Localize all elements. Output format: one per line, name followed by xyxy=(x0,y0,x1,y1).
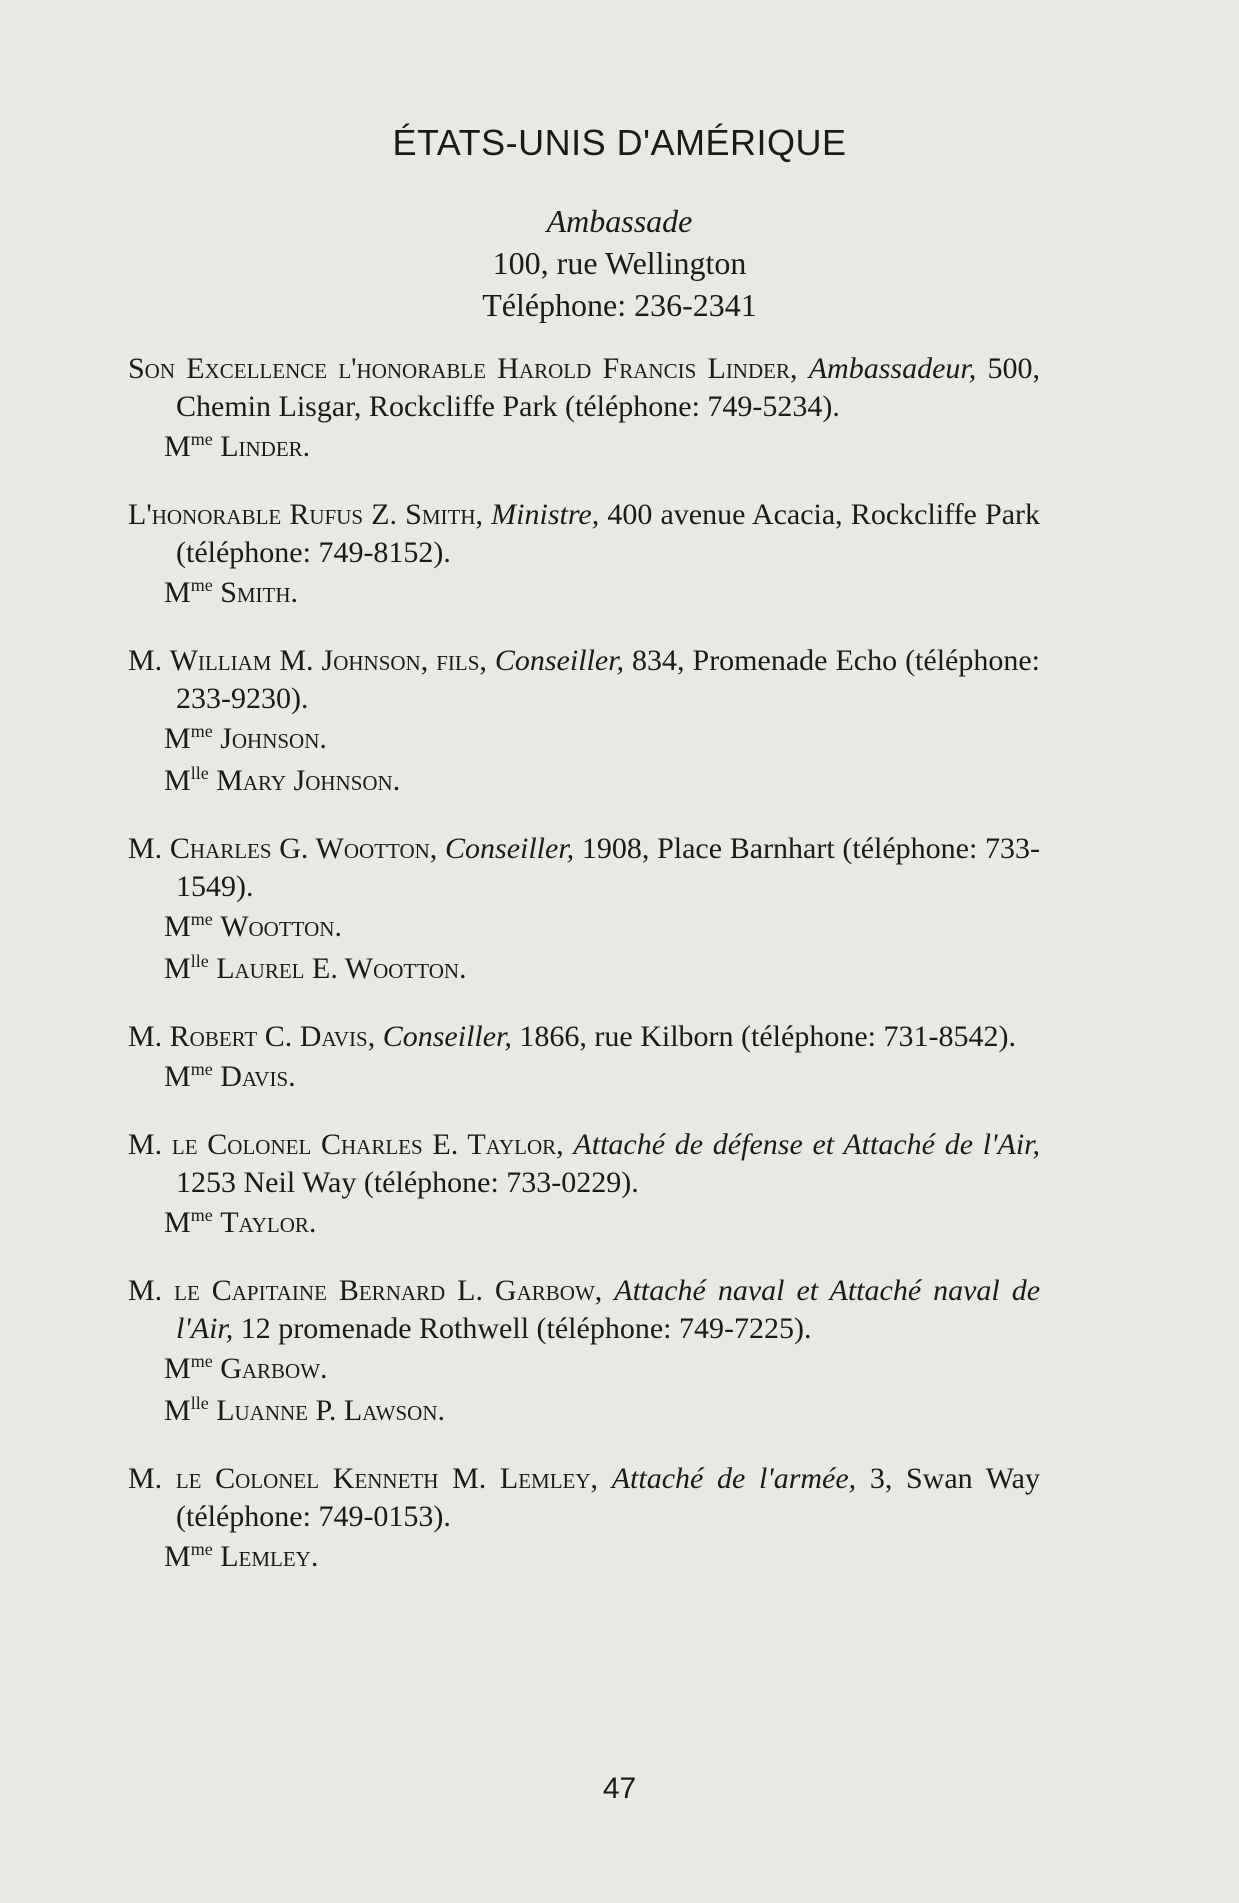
family-title: M xyxy=(164,1206,191,1239)
diplomat-line xyxy=(128,1272,1040,1348)
family-title-superscript: me xyxy=(190,909,213,929)
diplomat-role: Ministre, xyxy=(491,498,600,531)
family-title-superscript: me xyxy=(190,575,213,595)
diplomat-role: Conseiller, xyxy=(445,832,575,865)
diplomat-name: M. le Colonel Kenneth M. Lemley, xyxy=(128,1462,599,1495)
family-member xyxy=(128,1536,1040,1578)
family-member xyxy=(128,906,1040,948)
diplomat-entry xyxy=(128,642,1040,802)
family-name: Taylor. xyxy=(220,1206,317,1239)
diplomat-address: 400 avenue Acacia, Rockcliffe Park (téléphone: 749-8152). xyxy=(176,498,1040,569)
family-title-superscript: me xyxy=(190,1205,213,1225)
diplomat-line xyxy=(128,350,1040,426)
diplomat-line xyxy=(128,830,1040,906)
diplomat-address: 3, Swan Way (téléphone: 749-0153). xyxy=(176,1462,1040,1533)
embassy-header xyxy=(0,200,1239,326)
diplomat-address: 1253 Neil Way (téléphone: 733-0229). xyxy=(176,1166,639,1199)
diplomat-entry xyxy=(128,1126,1040,1244)
diplomat-entry xyxy=(128,496,1040,614)
diplomat-address: 1908, Place Barnhart (téléphone: 733-1549). xyxy=(176,832,1041,903)
family-member xyxy=(128,1390,1040,1432)
family-member xyxy=(128,1202,1040,1244)
family-member xyxy=(128,948,1040,990)
diplomat-address: 1866, rue Kilborn (téléphone: 731-8542). xyxy=(519,1020,1016,1053)
family-title-superscript: me xyxy=(190,1059,213,1079)
page-number: 47 xyxy=(602,1772,637,1805)
family-name: Lemley. xyxy=(220,1540,319,1573)
diplomat-line xyxy=(128,1460,1040,1536)
diplomat-role: Conseiller, xyxy=(494,644,625,677)
family-title-superscript: me xyxy=(190,429,213,449)
diplomat-role: Ambassadeur, xyxy=(808,352,977,385)
diplomat-entry xyxy=(128,830,1040,990)
family-title-superscript: lle xyxy=(190,763,209,783)
diplomat-address: 500, Chemin Lisgar, Rockcliffe Park (téléphone: 749-5234). xyxy=(176,352,1040,423)
diplomat-entry xyxy=(128,350,1040,468)
diplomat-name: M. Robert C. Davis, xyxy=(128,1020,376,1053)
diplomat-name: M. Charles G. Wootton, xyxy=(128,832,438,865)
family-title: M xyxy=(164,722,191,755)
family-name: Linder. xyxy=(220,430,311,463)
embassy-phone: Téléphone: 236-2341 xyxy=(482,287,757,323)
diplomat-address: 12 promenade Rothwell (téléphone: 749-7225). xyxy=(240,1312,812,1345)
diplomat-entry xyxy=(128,1018,1040,1098)
family-member xyxy=(128,426,1040,468)
family-member xyxy=(128,718,1040,760)
family-title: M xyxy=(164,430,191,463)
family-title-superscript: lle xyxy=(190,1393,209,1413)
family-name: Laurel E. Wootton. xyxy=(216,952,467,985)
family-title: M xyxy=(164,952,191,985)
family-title-superscript: me xyxy=(190,721,213,741)
entries-list xyxy=(128,350,1040,1606)
family-member xyxy=(128,572,1040,614)
diplomat-line xyxy=(128,1126,1040,1202)
diplomat-name: Son Excellence l'honorable Harold Francis Linder, xyxy=(128,352,798,385)
family-name: Garbow. xyxy=(220,1352,328,1385)
family-title: M xyxy=(164,1352,191,1385)
diplomat-name: L'honorable Rufus Z. Smith, xyxy=(128,498,484,531)
diplomat-entry xyxy=(128,1272,1040,1432)
family-title-superscript: me xyxy=(190,1351,213,1371)
diplomat-name: M. William M. Johnson, fils, xyxy=(128,644,487,677)
diplomat-name: M. le Capitaine Bernard L. Garbow, xyxy=(128,1274,603,1307)
diplomat-address: 834, Promenade Echo (téléphone: 233-9230). xyxy=(176,644,1041,715)
family-member xyxy=(128,760,1040,802)
page-title: ÉTATS-UNIS D'AMÉRIQUE xyxy=(392,122,847,163)
family-name: Johnson. xyxy=(220,722,327,755)
diplomat-line xyxy=(128,496,1040,572)
diplomat-role: Attaché naval et Attaché naval de l'Air, xyxy=(176,1274,1041,1345)
diplomat-role: Attaché de l'armée, xyxy=(611,1462,857,1495)
family-name: Luanne P. Lawson. xyxy=(216,1394,446,1427)
diplomat-role: Conseiller, xyxy=(382,1020,512,1053)
family-title-superscript: lle xyxy=(190,951,209,971)
family-name: Davis. xyxy=(220,1060,296,1093)
family-title: M xyxy=(164,910,191,943)
diplomat-line xyxy=(128,1018,1040,1056)
family-name: Wootton. xyxy=(220,910,342,943)
diplomat-entry xyxy=(128,1460,1040,1578)
family-member xyxy=(128,1348,1040,1390)
family-title: M xyxy=(164,1540,191,1573)
family-name: Smith. xyxy=(220,576,299,609)
diplomat-name: M. le Colonel Charles E. Taylor, xyxy=(128,1128,564,1161)
family-title: M xyxy=(164,1394,191,1427)
embassy-type: Ambassade xyxy=(546,203,693,239)
family-name: Mary Johnson. xyxy=(216,764,401,797)
diplomat-role: Attaché de défense et Attaché de l'Air, xyxy=(573,1128,1040,1161)
diplomat-line xyxy=(128,642,1040,718)
family-member xyxy=(128,1056,1040,1098)
embassy-address: 100, rue Wellington xyxy=(492,245,747,281)
family-title: M xyxy=(164,764,191,797)
family-title-superscript: me xyxy=(190,1539,213,1559)
family-title: M xyxy=(164,576,191,609)
family-title: M xyxy=(164,1060,191,1093)
